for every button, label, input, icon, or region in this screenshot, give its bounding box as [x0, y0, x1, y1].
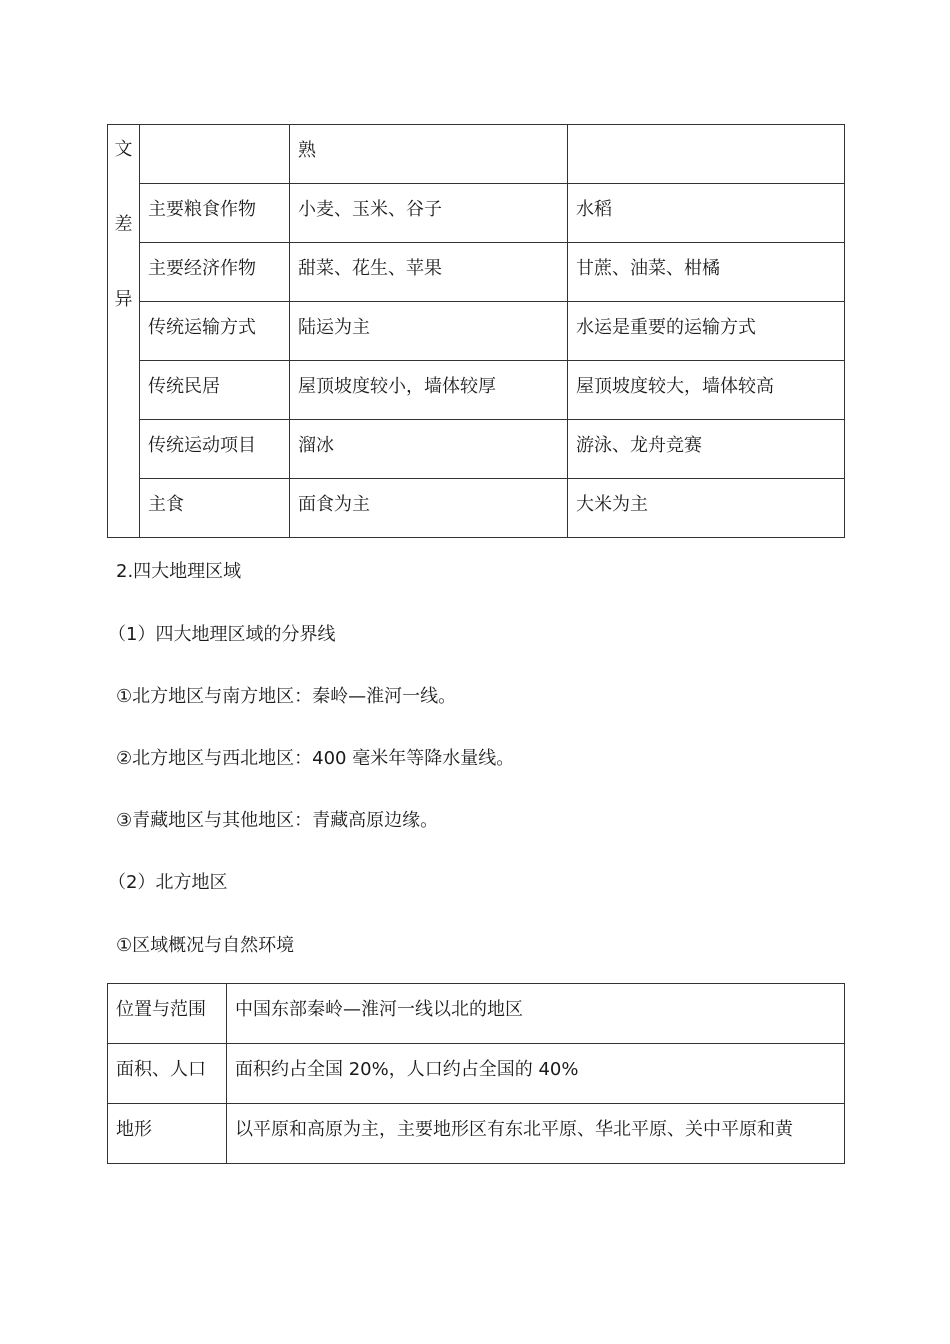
table-row	[108, 984, 845, 1044]
side-label-char: 异	[114, 289, 133, 310]
side-label-cell	[108, 125, 140, 538]
south-cell: 大米为主	[568, 479, 845, 538]
north-cell: 熟	[290, 125, 568, 184]
item-cell: 传统运输方式	[140, 302, 290, 361]
item-cell: 主要粮食作物	[140, 184, 290, 243]
table-row	[108, 1104, 845, 1164]
label-cell: 面积、人口	[108, 1044, 227, 1104]
value-cell: 面积约占全国 20%，人口约占全国的 40%	[227, 1044, 845, 1104]
value-cell: 中国东部秦岭—淮河一线以北的地区	[227, 984, 845, 1044]
south-cell: 水运是重要的运输方式	[568, 302, 845, 361]
side-label-char: 差	[114, 214, 133, 235]
south-cell: 水稻	[568, 184, 845, 243]
item-cell	[140, 125, 290, 184]
boundary-line-item: ③青藏地区与其他地区：青藏高原边缘。	[116, 810, 439, 831]
boundary-line-item: ①北方地区与南方地区：秦岭—淮河一线。	[116, 686, 457, 707]
table-row	[108, 361, 845, 420]
south-cell	[568, 125, 845, 184]
north-region-overview-table	[107, 983, 845, 1164]
table-row	[108, 184, 845, 243]
table-row	[108, 243, 845, 302]
south-cell: 甘蔗、油菜、柑橘	[568, 243, 845, 302]
table-row	[108, 479, 845, 538]
table-row	[108, 125, 845, 184]
table-row	[108, 1044, 845, 1104]
north-cell: 陆运为主	[290, 302, 568, 361]
north-south-differences-table	[107, 124, 845, 538]
north-cell: 面食为主	[290, 479, 568, 538]
section-heading: 2.四大地理区域	[116, 561, 242, 582]
item-cell: 主食	[140, 479, 290, 538]
value-cell: 以平原和高原为主，主要地形区有东北平原、华北平原、关中平原和黄	[227, 1104, 845, 1164]
north-cell: 屋顶坡度较小，墙体较厚	[290, 361, 568, 420]
subsection-heading: （2）北方地区	[108, 872, 228, 893]
north-cell: 小麦、玉米、谷子	[290, 184, 568, 243]
side-label-char: 文	[114, 139, 133, 160]
item-cell: 传统运动项目	[140, 420, 290, 479]
north-cell: 甜菜、花生、苹果	[290, 243, 568, 302]
table-row	[108, 420, 845, 479]
south-cell: 游泳、龙舟竞赛	[568, 420, 845, 479]
south-cell: 屋顶坡度较大，墙体较高	[568, 361, 845, 420]
boundary-line-item: ②北方地区与西北地区：400 毫米年等降水量线。	[116, 748, 515, 769]
sub-item-heading: ①区域概况与自然环境	[116, 935, 295, 956]
table-row	[108, 302, 845, 361]
item-cell: 主要经济作物	[140, 243, 290, 302]
label-cell: 位置与范围	[108, 984, 227, 1044]
label-cell: 地形	[108, 1104, 227, 1164]
subsection-heading: （1）四大地理区域的分界线	[108, 624, 336, 645]
item-cell: 传统民居	[140, 361, 290, 420]
north-cell: 溜冰	[290, 420, 568, 479]
